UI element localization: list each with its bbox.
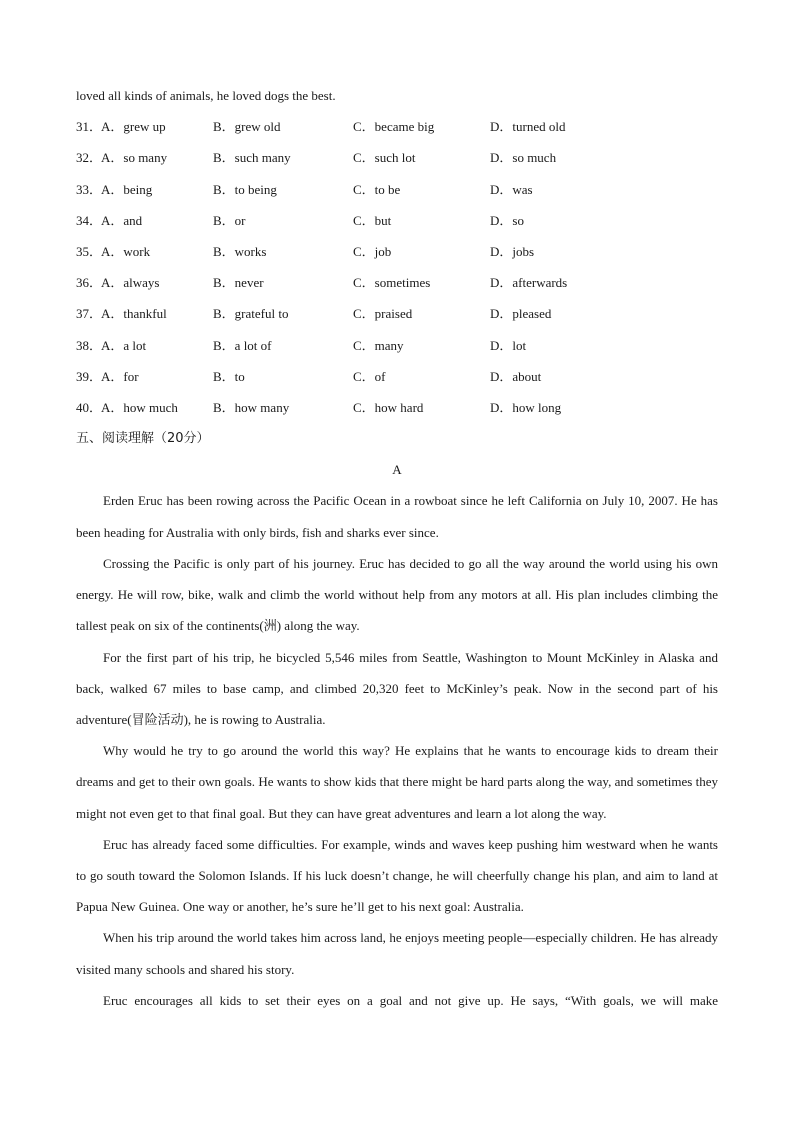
- option-d: D．afterwards: [490, 275, 568, 291]
- question-row: [76, 236, 718, 267]
- question-number: 31．: [76, 119, 103, 135]
- option-c: C．praised: [353, 306, 413, 322]
- option-d: D．was: [490, 181, 533, 197]
- option-c: C．sometimes: [353, 275, 431, 291]
- option-a: A．being: [101, 181, 153, 197]
- passage-label: A: [392, 462, 402, 478]
- question-number: 40．: [76, 399, 103, 415]
- question-number: 33．: [76, 181, 103, 197]
- question-number: 34．: [76, 212, 103, 228]
- question-row: [76, 142, 718, 173]
- option-c: C．job: [353, 243, 392, 259]
- paragraph: When his trip around the world takes him across land, he enjoys meeting people—especially children. He has already visited many schools and shared his story.: [76, 930, 718, 977]
- exam-page: [76, 80, 718, 1016]
- option-a: A．work: [101, 243, 151, 259]
- option-a: A．always: [101, 275, 160, 291]
- option-c: C．became big: [353, 119, 435, 135]
- question-row: [76, 205, 718, 236]
- option-b: B．to: [213, 368, 245, 384]
- question-number: 37．: [76, 306, 103, 322]
- option-b: B．grew old: [213, 119, 281, 135]
- option-a: A．for: [101, 368, 139, 384]
- question-row: [76, 361, 718, 392]
- option-b: B．such many: [213, 150, 291, 166]
- paragraph: Erden Eruc has been rowing across the Pacific Ocean in a rowboat since he left California on July 10, 2007. He has been heading for Australia with only birds, fish and sharks ever since.: [76, 493, 718, 540]
- option-a: A．so many: [101, 150, 168, 166]
- option-d: D．jobs: [490, 243, 535, 259]
- question-row: [76, 111, 718, 142]
- option-b: B．grateful to: [213, 306, 289, 322]
- question-number: 35．: [76, 243, 103, 259]
- option-a: A．a lot: [101, 337, 147, 353]
- question-list: [76, 111, 718, 423]
- option-b: B．how many: [213, 399, 290, 415]
- option-c: C．how hard: [353, 399, 424, 415]
- option-b: B．works: [213, 243, 267, 259]
- question-row: [76, 330, 718, 361]
- option-d: D．about: [490, 368, 542, 384]
- option-d: D．turned old: [490, 119, 566, 135]
- paragraph: For the first part of his trip, he bicycled 5,546 miles from Seattle, Washington to Mount McKinley in Alaska and back, walked 67 miles to base camp, and climbed 20,320 feet to McKinley’s peak. Now in the second part of his adventure(冒险活动), he is rowing to Australia.: [76, 649, 718, 727]
- option-c: C．of: [353, 368, 386, 384]
- question-row: [76, 267, 718, 298]
- paragraph: Eruc encourages all kids to set their eyes on a goal and not give up. He says, “With goals, we will make: [103, 992, 718, 1008]
- option-d: D．pleased: [490, 306, 552, 322]
- question-row: [76, 298, 718, 329]
- option-a: A．grew up: [101, 119, 166, 135]
- paragraph: Why would he try to go around the world this way? He explains that he wants to encourage kids to dream their dreams and get to their own goals. He wants to show kids that there might be hard parts along the way, and sometimes they might not even get to that final goal. But they can have great adventures and learn a lot along the way.: [76, 743, 718, 821]
- option-c: C．to be: [353, 181, 401, 197]
- option-b: B．or: [213, 212, 246, 228]
- question-number: 36．: [76, 275, 103, 291]
- question-number: 39．: [76, 368, 103, 384]
- paragraph: Eruc has already faced some difficulties. For example, winds and waves keep pushing him westward when he wants to go south toward the Solomon Islands. If his luck doesn’t change, he will cheerfully change his plan, and aim to land at Papua New Guinea. One way or another, he’s sure he’ll get to his next goal: Australia.: [76, 836, 718, 915]
- option-b: B．to being: [213, 181, 277, 197]
- option-c: C．but: [353, 212, 392, 228]
- option-a: A．how much: [101, 399, 178, 415]
- intro-line: loved all kinds of animals, he loved dogs the best.: [76, 88, 336, 103]
- passage-body: [76, 485, 718, 1015]
- section-title: 五、阅读理解（20分）: [76, 431, 210, 447]
- question-number: 38．: [76, 337, 103, 353]
- option-d: D．lot: [490, 337, 527, 353]
- option-c: C．such lot: [353, 150, 416, 166]
- question-row: [76, 392, 718, 423]
- option-a: A．thankful: [101, 306, 167, 322]
- option-d: D．how long: [490, 399, 562, 415]
- option-a: A．and: [101, 212, 143, 228]
- paragraph: Crossing the Pacific is only part of his journey. Eruc has decided to go all the way around the world using his own energy. He will row, bike, walk and climb the world without help from any motors at all. His plan includes climbing the tallest peak on six of the continents(洲) along the way.: [76, 555, 718, 634]
- question-number: 32．: [76, 150, 103, 166]
- option-b: B．a lot of: [213, 337, 272, 353]
- option-c: C．many: [353, 337, 404, 353]
- question-row: [76, 174, 718, 205]
- option-d: D．so: [490, 212, 524, 228]
- option-b: B．never: [213, 275, 264, 291]
- option-d: D．so much: [490, 150, 557, 166]
